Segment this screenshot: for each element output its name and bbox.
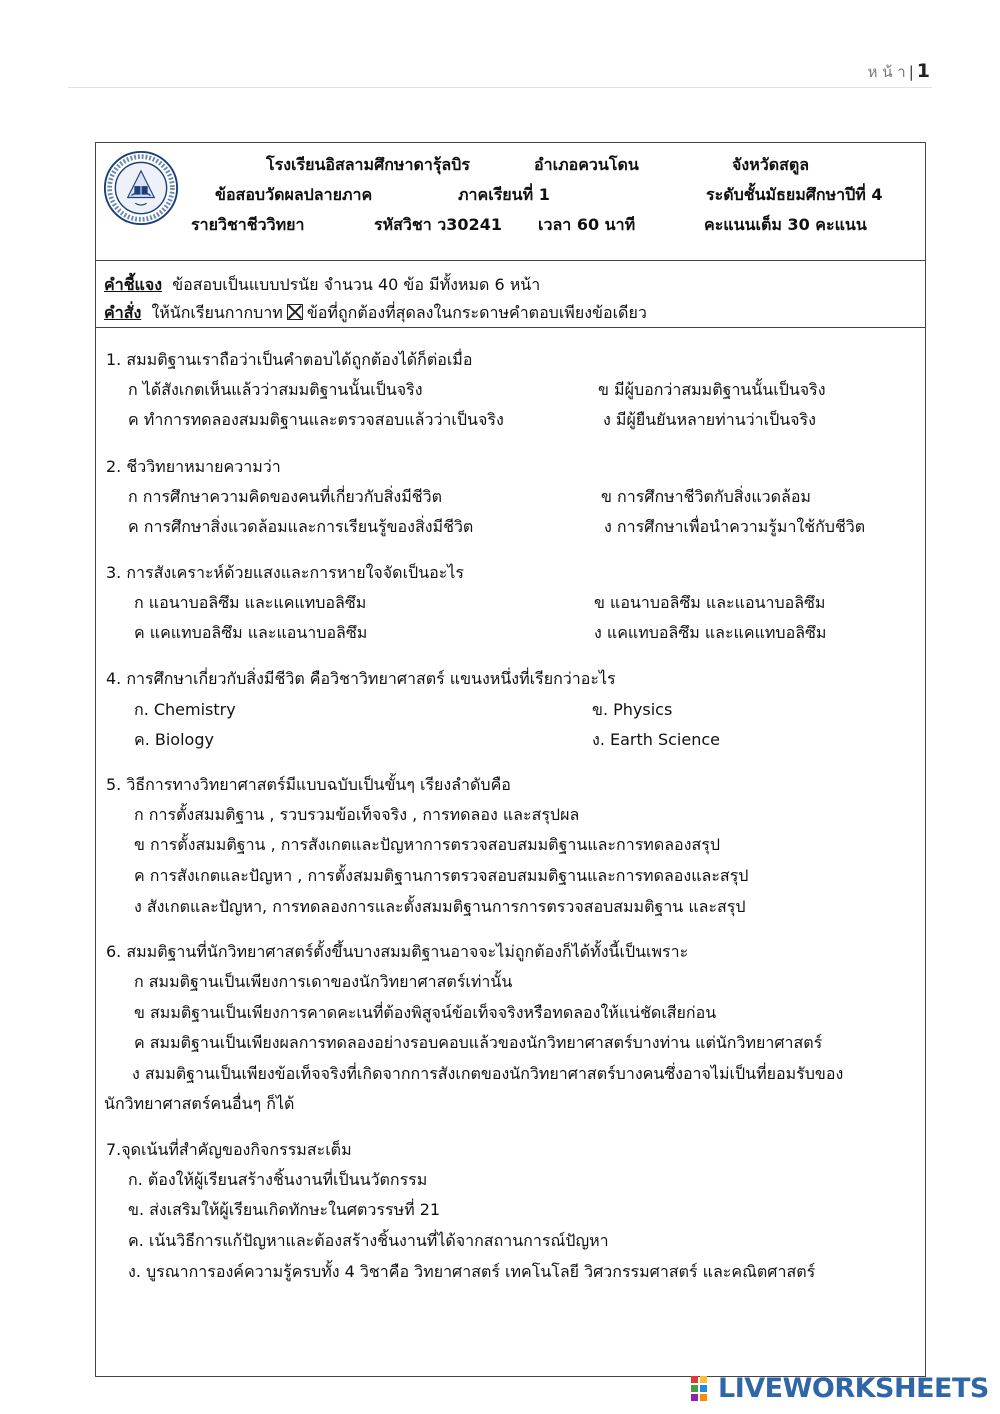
- explanation-line: [104, 273, 540, 298]
- question-7-option-a[interactable]: ก. ต้องให้ผู้เรียนสร้างชิ้นงานที่เป็นนวัตกรรม: [128, 1170, 428, 1189]
- question-6-option-a[interactable]: ก สมมติฐานเป็นเพียงการเดาของนักวิทยาศาสตร์เท่านั้น: [134, 972, 513, 991]
- question-2-option-a[interactable]: ก การศึกษาความคิดของคนที่เกี่ยวกับสิ่งมีชีวิต: [128, 487, 442, 506]
- subject-code: รหัสวิชา ว30241: [374, 215, 502, 234]
- checkbox-x-icon: [287, 304, 303, 320]
- question-5-stem: 5. วิธีการทางวิทยาศาสตร์มีแบบฉบับเป็นขั้นๆ เรียงลำดับคือ: [106, 775, 511, 794]
- exam-title: ข้อสอบวัดผลปลายภาค: [215, 185, 373, 204]
- question-7-option-c[interactable]: ค. เน้นวิธีการแก้ปัญหาและต้องสร้างชิ้นงานที่ได้จากสถานการณ์ปัญหา: [128, 1231, 609, 1250]
- question-7-option-d[interactable]: ง. บูรณาการองค์ความรู้ครบทั้ง 4 วิชาคือ วิทยาศาสตร์ เทคโนโลยี วิศวกรรมศาสตร์ และคณิตศาสตร์: [128, 1262, 816, 1281]
- explanation-label: คำชี้แจง: [104, 275, 163, 294]
- question-6-option-d-continued: นักวิทยาศาสตร์คนอื่นๆ ก็ได้: [104, 1094, 295, 1113]
- question-1-option-b[interactable]: ข มีผู้บอกว่าสมมติฐานนั้นเป็นจริง: [598, 380, 826, 399]
- command-line: [104, 301, 647, 326]
- question-3-option-a[interactable]: ก แอนาบอลิซึม และแคแทบอลิซึม: [134, 593, 367, 612]
- question-3-option-b[interactable]: ข แอนาบอลิซึม และแอนาบอลิซึม: [594, 593, 826, 612]
- question-1-stem: 1. สมมติฐานเราถือว่าเป็นคำตอบได้ถูกต้องได้ก็ต่อเมื่อ: [106, 350, 473, 369]
- question-5-option-a[interactable]: ก การตั้งสมมติฐาน , รวบรวมข้อเท็จจริง , การทดลอง และสรุปผล: [134, 805, 580, 824]
- page-header: ห น้ า | 1: [867, 60, 930, 82]
- question-2-stem: 2. ชีววิทยาหมายความว่า: [106, 457, 281, 476]
- question-6-option-c[interactable]: ค สมมติฐานเป็นเพียงผลการทดลองอย่างรอบคอบแล้วของนักวิทยาศาสตร์บางท่าน แต่นักวิทยาศาสตร์: [134, 1033, 823, 1052]
- question-4-option-b[interactable]: ข. Physics: [592, 700, 673, 719]
- question-3-stem: 3. การสังเคราะห์ด้วยแสงและการหายใจจัดเป็นอะไร: [106, 563, 464, 582]
- command-text-a: ให้นักเรียนกากบาท: [151, 303, 283, 322]
- liveworksheets-brand: LIVEWORKSHEETS: [718, 1373, 989, 1404]
- school-seal-logo: [103, 150, 179, 226]
- question-2-option-c[interactable]: ค การศึกษาสิ่งแวดล้อมและการเรียนรู้ของสิ่งมีชีวิต: [128, 517, 474, 536]
- page-label: ห น้ า: [867, 63, 906, 81]
- question-7-option-b[interactable]: ข. ส่งเสริมให้ผู้เรียนเกิดทักษะในศตวรรษที่ 21: [128, 1200, 441, 1219]
- question-6-stem: 6. สมมติฐานที่นักวิทยาศาสตร์ตั้งขึ้นบางสมมติฐานอาจจะไม่ถูกต้องก็ได้ทั้งนี้เป็นเพราะ: [106, 942, 689, 961]
- command-label: คำสั่ง: [104, 303, 142, 322]
- question-6-option-d[interactable]: ง สมมติฐานเป็นเพียงข้อเท็จจริงที่เกิดจากการสังเกตของนักวิทยาศาสตร์บางคนซึ่งอาจไม่เป็นที่ยอมรับของ: [132, 1064, 844, 1083]
- question-7-stem: 7.จุดเน้นที่สำคัญของกิจกรรมสะเต็ม: [106, 1140, 352, 1159]
- question-1-option-d[interactable]: ง มีผู้ยืนยันหลายท่านว่าเป็นจริง: [603, 410, 816, 429]
- grade-level: ระดับชั้นมัธยมศึกษาปีที่ 4: [706, 185, 883, 204]
- question-4-option-a[interactable]: ก. Chemistry: [134, 700, 236, 719]
- province: จังหวัดสตูล: [732, 155, 810, 174]
- question-6-option-b[interactable]: ข สมมติฐานเป็นเพียงการคาดคะเนที่ต้องพิสูจน์ข้อเท็จจริงหรือทดลองให้แน่ชัดเสียก่อน: [134, 1003, 717, 1022]
- subject-name: รายวิชาชีววิทยา: [191, 215, 305, 234]
- question-2-option-b[interactable]: ข การศึกษาชีวิตกับสิ่งแวดล้อม: [601, 487, 811, 506]
- exam-time: เวลา 60 นาที: [538, 215, 636, 234]
- question-1-option-a[interactable]: ก ได้สังเกตเห็นแล้วว่าสมมติฐานนั้นเป็นจริง: [128, 380, 423, 399]
- command-text-b: ข้อที่ถูกต้องที่สุดลงในกระดาษคำตอบเพียงข้อเดียว: [306, 303, 647, 322]
- question-2-option-d[interactable]: ง การศึกษาเพื่อนำความรู้มาใช้กับชีวิต: [604, 517, 866, 536]
- question-4-option-c[interactable]: ค. Biology: [134, 730, 214, 749]
- question-5-option-c[interactable]: ค การสังเกตและปัญหา , การตั้งสมมติฐานการตรวจสอบสมมติฐานและการทดลองและสรุป: [134, 866, 749, 885]
- page-number: 1: [916, 60, 930, 82]
- header-divider: [68, 87, 932, 88]
- question-1-option-c[interactable]: ค ทำการทดลองสมมติฐานและตรวจสอบแล้วว่าเป็นจริง: [128, 410, 504, 429]
- explanation-text: ข้อสอบเป็นแบบปรนัย จำนวน 40 ข้อ มีทั้งหมด 6 หน้า: [172, 275, 541, 294]
- question-5-option-d[interactable]: ง สังเกตและปัญหา, การทดลองการและตั้งสมมติฐานการการตรวจสอบสมมติฐาน และสรุป: [134, 897, 746, 916]
- question-3-option-d[interactable]: ง แคแทบอลิซึม และแคแทบอลิซึม: [594, 623, 827, 642]
- question-5-option-b[interactable]: ข การตั้งสมมติฐาน , การสังเกตและปัญหาการตรวจสอบสมมติฐานและการทดลองสรุป: [134, 835, 720, 854]
- exam-frame: [95, 142, 926, 1377]
- liveworksheets-logo-icon: [690, 1374, 720, 1408]
- instructions: [96, 260, 925, 328]
- school-name: โรงเรียนอิสลามศึกษาดารุ้ลบิร: [266, 155, 470, 174]
- question-3-option-c[interactable]: ค แคแทบอลิซึม และแอนาบอลิซึม: [134, 623, 368, 642]
- question-4-stem: 4. การศึกษาเกี่ยวกับสิ่งมีชีวิต คือวิชาวิทยาศาสตร์ แขนงหนึ่งที่เรียกว่าอะไร: [106, 669, 616, 688]
- question-4-option-d[interactable]: ง. Earth Science: [592, 730, 720, 749]
- exam-header: [96, 143, 925, 261]
- full-score: คะแนนเต็ม 30 คะแนน: [704, 215, 867, 234]
- semester: ภาคเรียนที่ 1: [458, 185, 550, 204]
- district: อำเภอควนโดน: [534, 155, 639, 174]
